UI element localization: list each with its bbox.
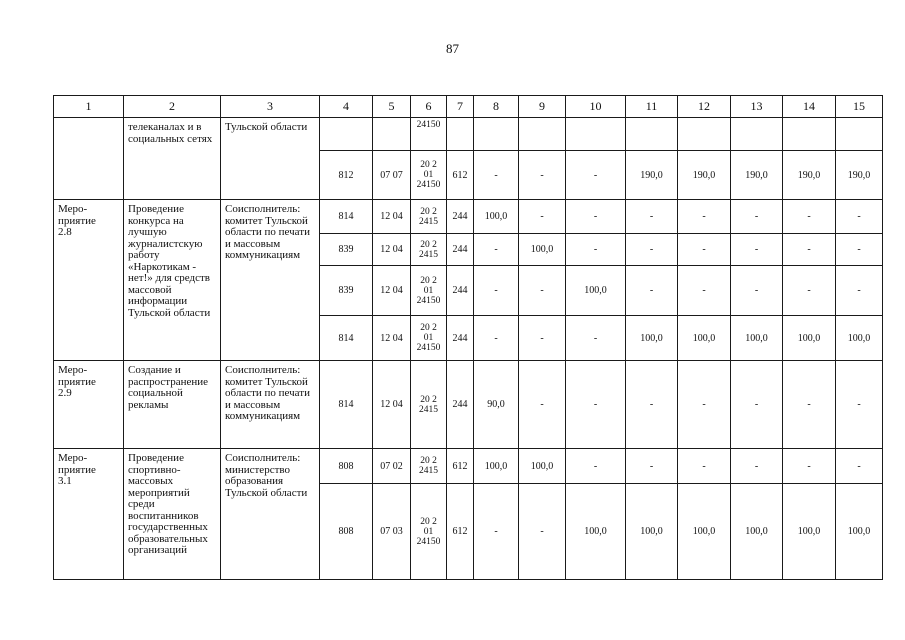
- amount-cell: -: [731, 266, 783, 316]
- amount-cell: -: [731, 361, 783, 449]
- amount-cell: -: [783, 449, 836, 484]
- amount-cell: -: [836, 449, 883, 484]
- page-number: 87: [446, 41, 459, 56]
- amount-cell: -: [519, 484, 566, 580]
- amount-cell: 100,0: [783, 316, 836, 361]
- table-cell: [566, 118, 626, 151]
- amount-cell: 190,0: [783, 151, 836, 200]
- vr-cell: 244: [447, 200, 474, 234]
- amount-cell: -: [626, 266, 678, 316]
- rzpr-cell: 12 04: [373, 234, 411, 266]
- vr-cell: 612: [447, 151, 474, 200]
- csr-cell: 20 2 2415: [411, 234, 447, 266]
- table-cell: [474, 118, 519, 151]
- amount-cell: 100,0: [836, 316, 883, 361]
- amount-cell: -: [519, 266, 566, 316]
- amount-cell: 90,0: [474, 361, 519, 449]
- table-cell: [783, 118, 836, 151]
- activity-name-cell: телеканалах и в социальных сетях: [124, 118, 221, 200]
- activity-name-cell: Создание и распространение социальной рекламы: [124, 361, 221, 449]
- amount-cell: 100,0: [519, 449, 566, 484]
- amount-cell: 100,0: [678, 316, 731, 361]
- table-cell: [678, 118, 731, 151]
- header-cell: 5: [373, 96, 411, 118]
- table-cell: [731, 118, 783, 151]
- amount-cell: -: [678, 361, 731, 449]
- activity-row: [54, 449, 883, 484]
- header-cell: 4: [320, 96, 373, 118]
- amount-cell: -: [836, 361, 883, 449]
- activity-number-cell: [54, 118, 124, 200]
- amount-cell: 100,0: [519, 234, 566, 266]
- csr-cell: 20 2 01 24150: [411, 316, 447, 361]
- header-cell: 8: [474, 96, 519, 118]
- amount-cell: -: [836, 266, 883, 316]
- amount-cell: -: [474, 234, 519, 266]
- header-cell: 15: [836, 96, 883, 118]
- header-cell: 3: [221, 96, 320, 118]
- executor-cell: Соисполнитель: комитет Тульской области по печати и массовым коммуникациям: [221, 361, 320, 449]
- csr-cell: 20 2 01 24150: [411, 266, 447, 316]
- amount-cell: -: [678, 200, 731, 234]
- header-cell: 12: [678, 96, 731, 118]
- header-cell: 2: [124, 96, 221, 118]
- vr-cell: 612: [447, 484, 474, 580]
- amount-cell: 190,0: [626, 151, 678, 200]
- rzpr-cell: 07 07: [373, 151, 411, 200]
- csr-cell: 20 2 2415: [411, 449, 447, 484]
- executor-cell: Соисполнитель: комитет Тульской области по печати и массовым коммуникациям: [221, 200, 320, 361]
- amount-cell: -: [836, 200, 883, 234]
- amount-cell: -: [566, 234, 626, 266]
- amount-cell: -: [566, 151, 626, 200]
- amount-cell: -: [678, 266, 731, 316]
- header-row: [54, 96, 883, 118]
- vr-cell: 244: [447, 361, 474, 449]
- amount-cell: 100,0: [474, 200, 519, 234]
- grbs-cell: 808: [320, 449, 373, 484]
- table-cell: [519, 118, 566, 151]
- rzpr-cell: [373, 118, 411, 151]
- grbs-cell: 814: [320, 361, 373, 449]
- amount-cell: -: [566, 200, 626, 234]
- csr-cell: 24150: [411, 118, 447, 151]
- amount-cell: -: [626, 361, 678, 449]
- header-cell: 13: [731, 96, 783, 118]
- amount-cell: 190,0: [836, 151, 883, 200]
- grbs-cell: 839: [320, 266, 373, 316]
- header-cell: 1: [54, 96, 124, 118]
- amount-cell: -: [474, 151, 519, 200]
- activity-name-cell: Проведение спортивно-массовых мероприятий среди воспитанников государственных образовательных организаций: [124, 449, 221, 580]
- amount-cell: 100,0: [678, 484, 731, 580]
- grbs-cell: 814: [320, 200, 373, 234]
- rzpr-cell: 12 04: [373, 316, 411, 361]
- vr-cell: 244: [447, 316, 474, 361]
- header-cell: 11: [626, 96, 678, 118]
- grbs-cell: [320, 118, 373, 151]
- amount-cell: -: [678, 234, 731, 266]
- amount-cell: -: [731, 200, 783, 234]
- amount-cell: -: [626, 449, 678, 484]
- amount-cell: 100,0: [731, 316, 783, 361]
- csr-cell: 20 2 2415: [411, 200, 447, 234]
- grbs-cell: 812: [320, 151, 373, 200]
- header-cell: 9: [519, 96, 566, 118]
- csr-cell: 20 2 2415: [411, 361, 447, 449]
- table-cell: [626, 118, 678, 151]
- activity-number-cell: Меро- приятие 3.1: [54, 449, 124, 580]
- amount-cell: 190,0: [678, 151, 731, 200]
- amount-cell: 100,0: [731, 484, 783, 580]
- table-cell: [447, 118, 474, 151]
- amount-cell: -: [783, 200, 836, 234]
- rzpr-cell: 07 03: [373, 484, 411, 580]
- amount-cell: -: [626, 234, 678, 266]
- amount-cell: -: [783, 361, 836, 449]
- header-cell: 14: [783, 96, 836, 118]
- activity-name-cell: Проведение конкурса на лучшую журналистскую работу «Наркотикам - нет!» для средств массовой информации Тульской области: [124, 200, 221, 361]
- amount-cell: -: [626, 200, 678, 234]
- amount-cell: -: [566, 449, 626, 484]
- header-cell: 10: [566, 96, 626, 118]
- continuation-row: [54, 118, 883, 151]
- amount-cell: -: [474, 266, 519, 316]
- amount-cell: -: [731, 449, 783, 484]
- amount-cell: 190,0: [731, 151, 783, 200]
- header-cell: 6: [411, 96, 447, 118]
- amount-cell: -: [519, 361, 566, 449]
- amount-cell: -: [566, 361, 626, 449]
- vr-cell: 244: [447, 234, 474, 266]
- vr-cell: 612: [447, 449, 474, 484]
- amount-cell: -: [836, 234, 883, 266]
- amount-cell: 100,0: [566, 266, 626, 316]
- table-cell: [836, 118, 883, 151]
- amount-cell: 100,0: [836, 484, 883, 580]
- amount-cell: -: [678, 449, 731, 484]
- amount-cell: 100,0: [566, 484, 626, 580]
- amount-cell: -: [519, 151, 566, 200]
- activity-row: [54, 200, 883, 234]
- vr-cell: 244: [447, 266, 474, 316]
- amount-cell: -: [783, 266, 836, 316]
- rzpr-cell: 12 04: [373, 361, 411, 449]
- amount-cell: -: [519, 316, 566, 361]
- amount-cell: 100,0: [626, 316, 678, 361]
- amount-cell: -: [566, 316, 626, 361]
- amount-cell: 100,0: [474, 449, 519, 484]
- amount-cell: 100,0: [783, 484, 836, 580]
- amount-cell: 100,0: [626, 484, 678, 580]
- grbs-cell: 839: [320, 234, 373, 266]
- csr-cell: 20 2 01 24150: [411, 151, 447, 200]
- amount-cell: -: [783, 234, 836, 266]
- amount-cell: -: [474, 316, 519, 361]
- activity-row: [54, 361, 883, 449]
- rzpr-cell: 07 02: [373, 449, 411, 484]
- executor-cell: Тульской области: [221, 118, 320, 200]
- grbs-cell: 814: [320, 316, 373, 361]
- amount-cell: -: [474, 484, 519, 580]
- rzpr-cell: 12 04: [373, 266, 411, 316]
- activity-number-cell: Меро- приятие 2.8: [54, 200, 124, 361]
- amount-cell: -: [519, 200, 566, 234]
- executor-cell: Соисполнитель: министерство образования Тульской области: [221, 449, 320, 580]
- rzpr-cell: 12 04: [373, 200, 411, 234]
- grbs-cell: 808: [320, 484, 373, 580]
- amount-cell: -: [731, 234, 783, 266]
- activity-number-cell: Меро- приятие 2.9: [54, 361, 124, 449]
- header-cell: 7: [447, 96, 474, 118]
- csr-cell: 20 2 01 24150: [411, 484, 447, 580]
- program-table: [53, 95, 883, 580]
